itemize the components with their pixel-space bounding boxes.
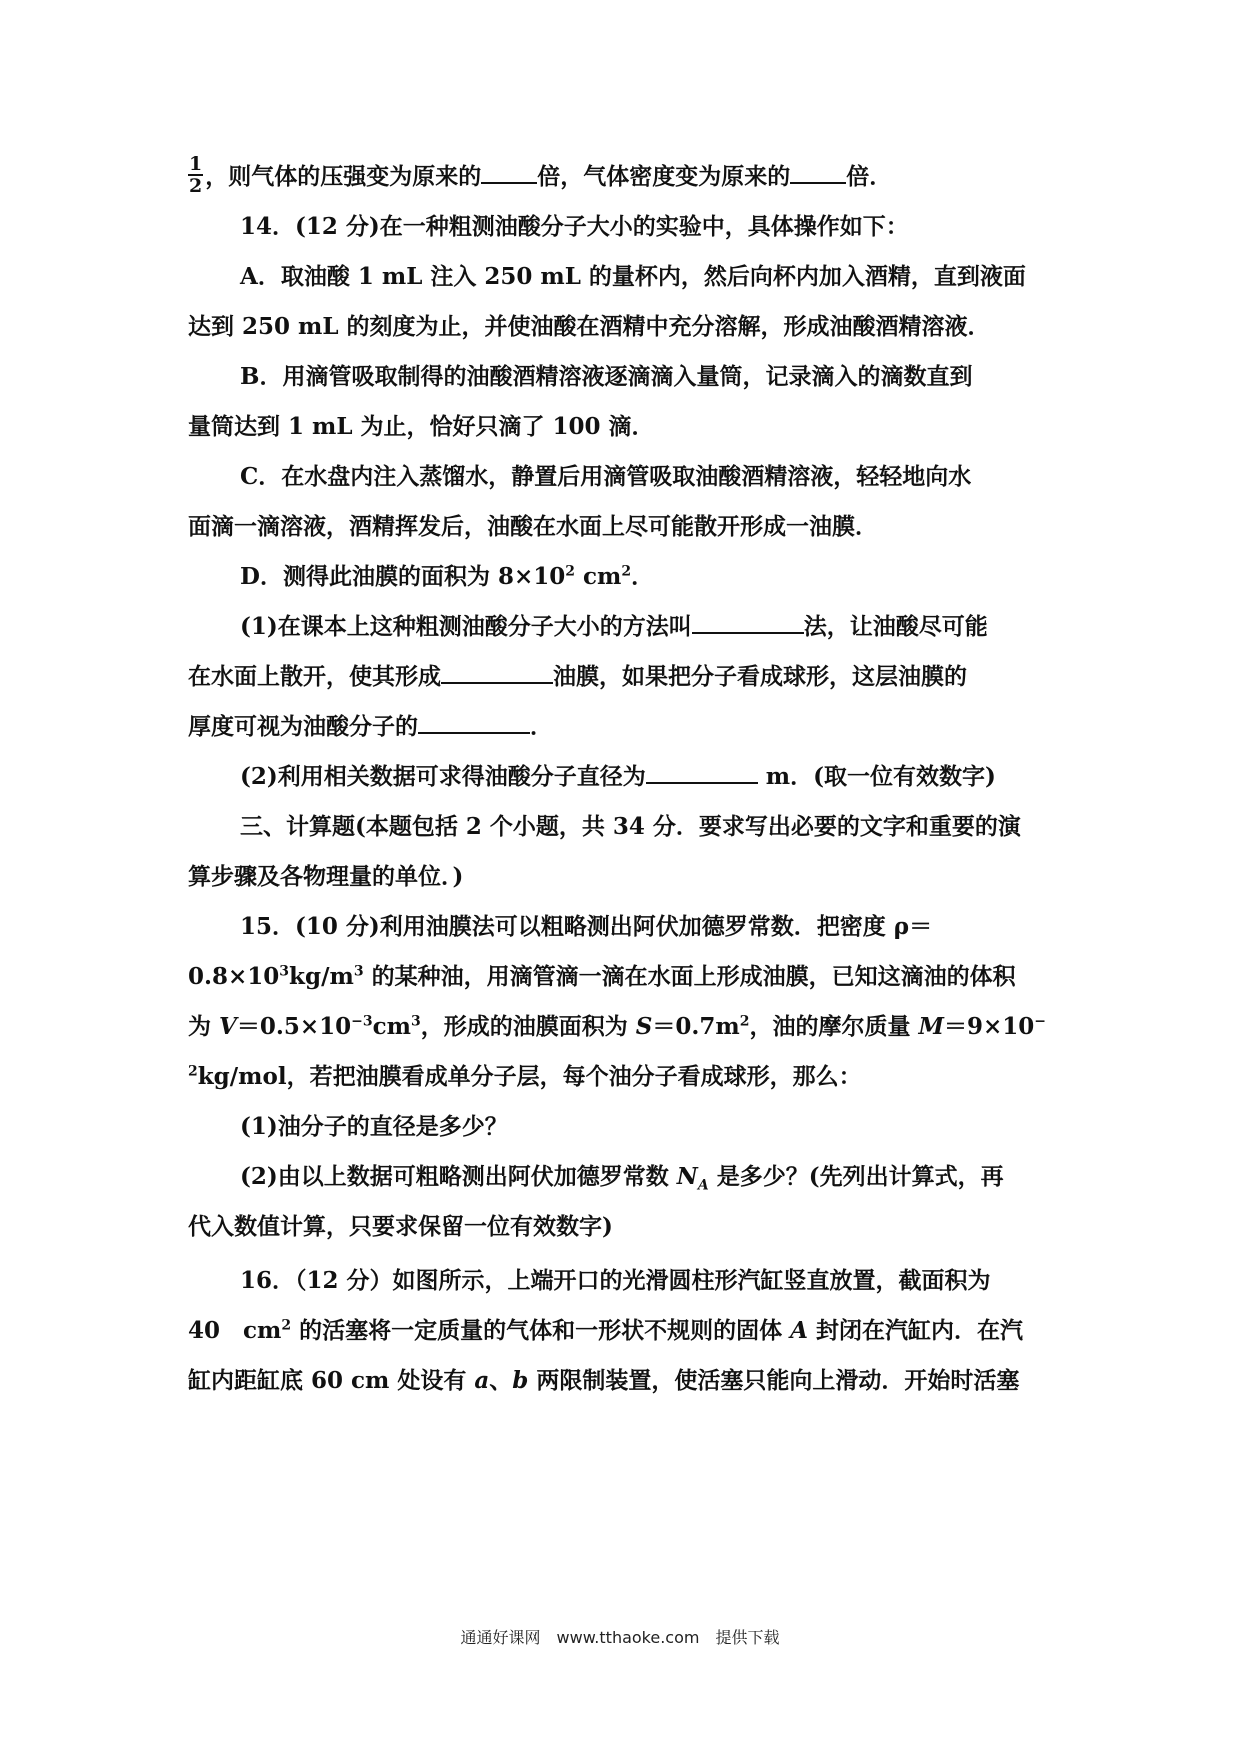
variable-a: a bbox=[474, 1367, 490, 1394]
superscript: 2 bbox=[739, 1013, 750, 1030]
q16-line3 bbox=[188, 1356, 1058, 1406]
q15-line2 bbox=[188, 952, 1058, 1002]
fraction-denominator: 2 bbox=[189, 175, 203, 197]
q15-text: cm bbox=[372, 1013, 411, 1040]
q16-line2 bbox=[188, 1306, 1058, 1356]
q15-text: 0.8×10 bbox=[188, 963, 280, 990]
answer-blank bbox=[692, 610, 804, 634]
q15-text: 是多少？(先列出计算式，再 bbox=[708, 1163, 1004, 1190]
section-3-heading-line1: 三、计算题(本题包括 2 个小题，共 34 分．要求写出必要的文字和重要的演 bbox=[240, 813, 1021, 840]
q15-line1: 15．(10 分)利用油膜法可以粗略测出阿伏加德罗常数．把密度 ρ＝ bbox=[240, 913, 933, 940]
q16-text: 40 cm bbox=[188, 1317, 282, 1344]
q16-text: 、 bbox=[489, 1367, 513, 1394]
page-content bbox=[188, 152, 1058, 1406]
section-3-heading-line2: 算步骤及各物理量的单位．) bbox=[188, 863, 464, 890]
variable-M: M bbox=[918, 1013, 944, 1040]
q14-p1-text-a: (1)在课本上这种粗测油酸分子大小的方法叫 bbox=[240, 613, 692, 640]
q14-p1-text-f: ． bbox=[530, 713, 553, 740]
q14-p1-text-c: 在水面上散开，使其形成 bbox=[188, 663, 441, 690]
q14-step-b-line2: 量筒达到 1 mL 为止，恰好只滴了 100 滴． bbox=[188, 413, 655, 440]
q16-text: 缸内距缸底 60 cm 处设有 bbox=[188, 1367, 475, 1394]
q15-text: (2)由以上数据可粗略测出阿伏加德罗常数 bbox=[240, 1163, 677, 1190]
q14-p2-text-a: (2)利用相关数据可求得油酸分子直径为 bbox=[240, 763, 646, 790]
q15-sub2-line1 bbox=[188, 1152, 1058, 1202]
q14-part1-line1 bbox=[188, 602, 1058, 652]
q14-step-a-line1: A．取油酸 1 mL 注入 250 mL 的量杯内，然后向杯内加入酒精，直到液面 bbox=[240, 263, 1026, 290]
superscript: 3 bbox=[279, 963, 290, 980]
q14-d-end: ． bbox=[631, 563, 655, 590]
q15-text: ＝9×10 bbox=[943, 1013, 1035, 1040]
superscript: − bbox=[1034, 1013, 1047, 1030]
superscript: −3 bbox=[351, 1013, 373, 1030]
q13-text-b: 倍，气体密度变为原来的 bbox=[537, 163, 791, 190]
q15-text: ，油的摩尔质量 bbox=[749, 1013, 919, 1040]
q14-part1-line3 bbox=[188, 702, 1058, 752]
q14-p1-text-e: 厚度可视为油酸分子的 bbox=[188, 713, 418, 740]
variable-V: V bbox=[219, 1013, 237, 1040]
q14-p1-text-d: 油膜，如果把分子看成球形，这层油膜的 bbox=[553, 663, 967, 690]
q15-text: ＝0.7m bbox=[652, 1013, 740, 1040]
answer-blank bbox=[481, 160, 537, 184]
variable-A: A bbox=[790, 1317, 808, 1344]
q13-text-c: 倍． bbox=[846, 163, 893, 190]
fraction-half bbox=[188, 154, 203, 196]
q14-step-b-line1: B．用滴管吸取制得的油酸酒精溶液逐滴滴入量筒，记录滴入的滴数直到 bbox=[240, 363, 973, 390]
answer-blank bbox=[441, 660, 553, 684]
q15-line4 bbox=[188, 1052, 1058, 1102]
answer-blank bbox=[418, 710, 530, 734]
page-footer: 通通好课网 www.tthaoke.com 提供下载 bbox=[460, 1628, 780, 1647]
q15-text: 为 bbox=[188, 1013, 220, 1040]
variable-S: S bbox=[635, 1013, 653, 1040]
q16-text: 的活塞将一定质量的气体和一形状不规则的固体 bbox=[291, 1317, 791, 1344]
q13-line bbox=[188, 152, 1058, 202]
subscript: A bbox=[697, 1177, 709, 1194]
q14-part1-line2 bbox=[188, 652, 1058, 702]
q14-step-c-line2: 面滴一滴溶液，酒精挥发后，油酸在水面上尽可能散开形成一油膜． bbox=[188, 513, 878, 540]
q15-sub2-line2: 代入数值计算，只要求保留一位有效数字) bbox=[188, 1213, 613, 1240]
answer-blank bbox=[790, 160, 846, 184]
q14-step-d bbox=[188, 552, 1058, 602]
superscript: 3 bbox=[353, 963, 364, 980]
q16-line1: 16．（12 分）如图所示，上端开口的光滑圆柱形汽缸竖直放置，截面积为 bbox=[240, 1267, 991, 1294]
q14-part2 bbox=[188, 752, 1058, 802]
q15-text: ＝0.5×10 bbox=[236, 1013, 352, 1040]
q15-sub1: (1)油分子的直径是多少？ bbox=[240, 1113, 508, 1140]
variable-b: b bbox=[512, 1367, 529, 1394]
q14-step-a-line2: 达到 250 mL 的刻度为止，并使油酸在酒精中充分溶解，形成油酸酒精溶液． bbox=[188, 313, 991, 340]
q15-line3 bbox=[188, 1002, 1058, 1052]
fraction-numerator: 1 bbox=[189, 153, 203, 175]
q15-text: kg/mol，若把油膜看成单分子层，每个油分子看成球形，那么： bbox=[197, 1063, 862, 1090]
answer-blank bbox=[646, 760, 758, 784]
q15-text: ，形成的油膜面积为 bbox=[420, 1013, 636, 1040]
q14-d-text: D．测得此油膜的面积为 8×10 bbox=[240, 563, 566, 590]
q14-intro: 14．(12 分)在一种粗测油酸分子大小的实验中，具体操作如下： bbox=[240, 213, 909, 240]
q13-text-a: ，则气体的压强变为原来的 bbox=[205, 163, 482, 190]
q14-p2-text-b: m．(取一位有效数字) bbox=[757, 763, 996, 790]
q14-step-c-line1: C．在水盘内注入蒸馏水，静置后用滴管吸取油酸酒精溶液，轻轻地向水 bbox=[240, 463, 972, 490]
superscript: 2 bbox=[621, 563, 632, 580]
q15-text: kg/m bbox=[289, 963, 354, 990]
superscript: 3 bbox=[411, 1013, 421, 1030]
variable-N: N bbox=[676, 1163, 698, 1190]
q16-text: 封闭在汽缸内．在汽 bbox=[807, 1317, 1023, 1344]
q14-d-unit: cm bbox=[574, 563, 622, 590]
superscript: 2 bbox=[281, 1317, 292, 1334]
q16-text: 两限制装置，使活塞只能向上滑动．开始时活塞 bbox=[528, 1367, 1020, 1394]
superscript: 2 bbox=[188, 1063, 198, 1080]
superscript: 2 bbox=[565, 563, 575, 580]
q14-p1-text-b: 法，让油酸尽可能 bbox=[803, 613, 988, 640]
q15-text: 的某种油，用滴管滴一滴在水面上形成油膜，已知这滴油的体积 bbox=[363, 963, 1016, 990]
